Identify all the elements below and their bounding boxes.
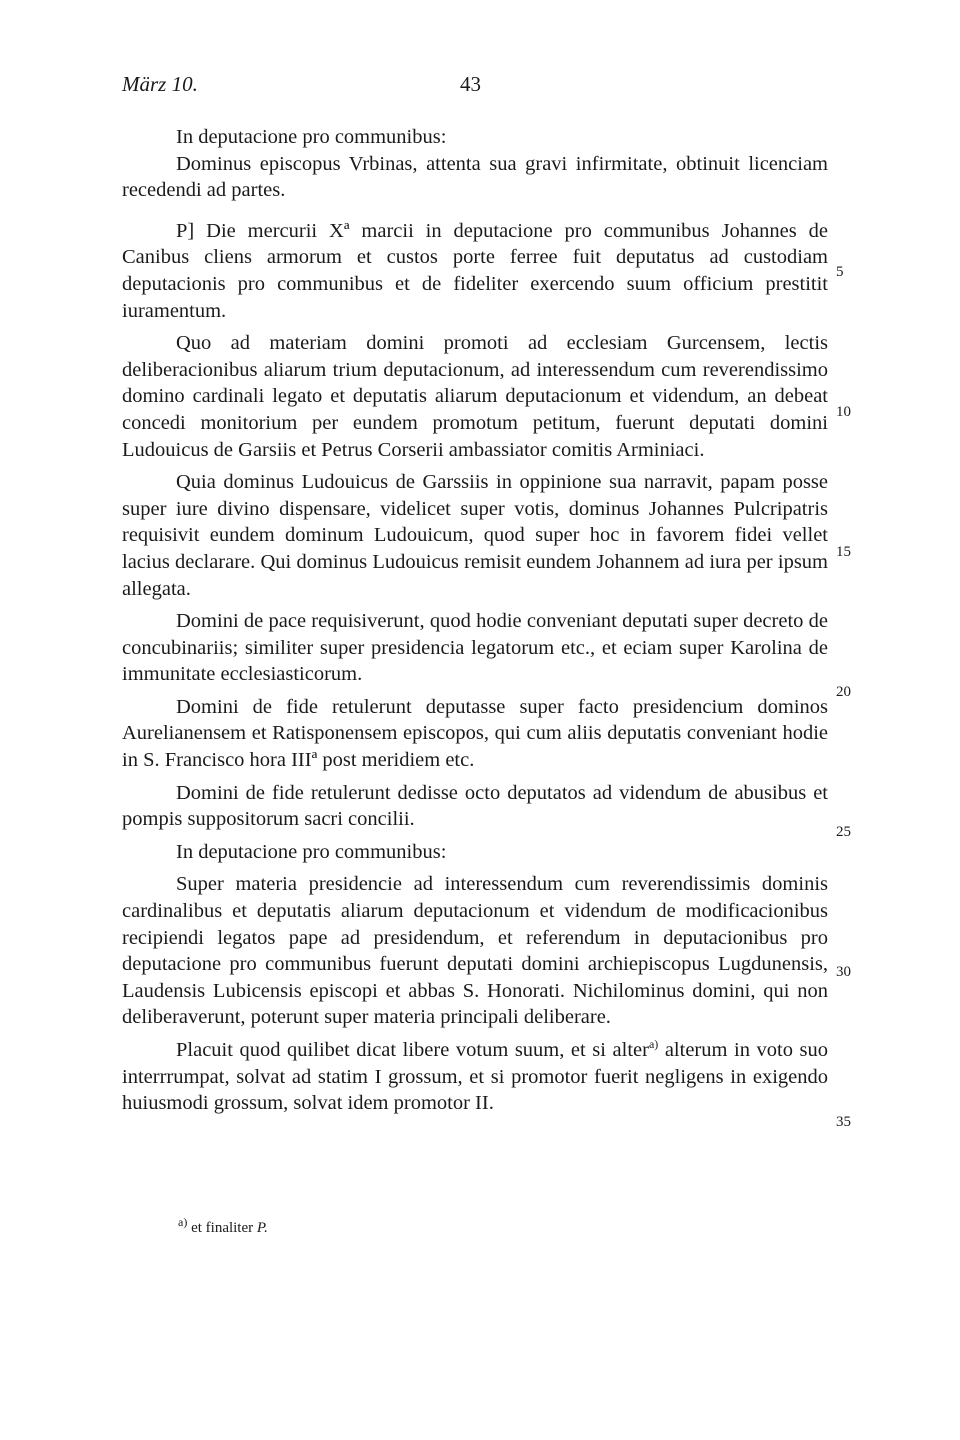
footnote-text: et finaliter	[187, 1220, 257, 1236]
section-heading: In deputacione pro communibus:	[176, 840, 447, 863]
paragraph: Quo ad materiam domini promoti ad ecclesiam Gurcensem, lectis deliberacionibus aliarum trium deputacionum, ad interessendum cum reverendissimo domino cardinali legato et deputatis aliarum deputacionum et videndum, an debeat concedi monitorium per eundem promotum petitum, fuerunt deputati domini Ludouicus de Garsiis et Petrus Corserii ambassiator comitis Arminiaci.	[122, 332, 828, 461]
footnote-reference: a)	[648, 1037, 659, 1052]
line-number: 5	[836, 264, 844, 280]
paragraph: Super materia presidencie ad interessendum cum reverendissimis dominis cardinalibus et deputatis aliarum deputacionum et videndum de modificacionibus recipiendi legatos pape ad presidendum, et referendum in deputacionibus pro deputacione pro communibus fuerunt deputati domini archiepiscopus Lugdunensis, Laudensis Lubicensis episcopi et abbas S. Honorati. Nichilominus domini, qui non deliberaverunt, poterunt super materia principali deliberare.	[122, 873, 828, 1029]
line-number: 25	[836, 824, 851, 840]
footnote	[178, 1215, 268, 1237]
line-number: 20	[836, 684, 851, 700]
footnote-source: P.	[256, 1220, 268, 1236]
paragraph: Dominus episcopus Vrbinas, attenta sua gravi infirmitate, obtinuit licenciam recedendi ad partes.	[122, 152, 828, 202]
line-number: 30	[836, 964, 851, 980]
page-number: 43	[460, 72, 481, 96]
footnote-marker: a)	[178, 1215, 188, 1229]
paragraph-last	[122, 1037, 828, 1117]
page-header	[122, 72, 828, 104]
line-number: 35	[836, 1114, 851, 1130]
running-head: März 10.	[122, 72, 198, 96]
paragraph: Quia dominus Ludouicus de Garssiis in oppinione sua narravit, papam posse super iure divino dispensare, videlicet super votis, dominus Johannes Pulcripatris requisivit eundem dominum Ludouicum, quod super hoc in favorem fidei vellet lacius declarare. Qui dominus Ludouicus remisit eundem Johannem ad iura per ipsum allegata.	[122, 471, 828, 600]
paragraph: Domini de fide retulerunt dedisse octo deputatos ad videndum de abusibus et pompis suppositorum sacri concilii.	[122, 781, 828, 831]
paragraph: Domini de fide retulerunt deputasse super facto presidencium dominos Aurelianensem et Ratisponensem episcopos, qui cum aliis deputatis conveniant hodie in S. Francisco hora IIIª post meridiem etc.	[122, 695, 828, 772]
paragraph-text: alterum in voto suo interrrumpat, solvat ad statim I grossum, et si promotor fuerit negligens in exigendo huiusmodi grossum, solvat idem promotor II.	[122, 1039, 828, 1115]
paragraph-text: Placuit quod quilibet dicat libere votum suum, et si alter	[176, 1039, 649, 1061]
line-number: 15	[836, 544, 851, 560]
section-heading: In deputacione pro communibus:	[176, 126, 447, 148]
main-text	[122, 124, 828, 1123]
paragraph: Domini de pace requisiverunt, quod hodie conveniant deputati super decreto de concubinariis; similiter super presidencia legatorum etc., et eciam super Karolina de immunitate ecclesiasticorum.	[122, 610, 828, 686]
line-number: 10	[836, 404, 851, 420]
paragraph: P] Die mercurii Xª marcii in deputacione pro communibus Johannes de Canibus cliens armorum et custos porte ferree fuit deputatus ad custodiam deputacionis pro communibus et de fideliter exercendo suum officium prestitit iuramentum.	[122, 219, 828, 322]
